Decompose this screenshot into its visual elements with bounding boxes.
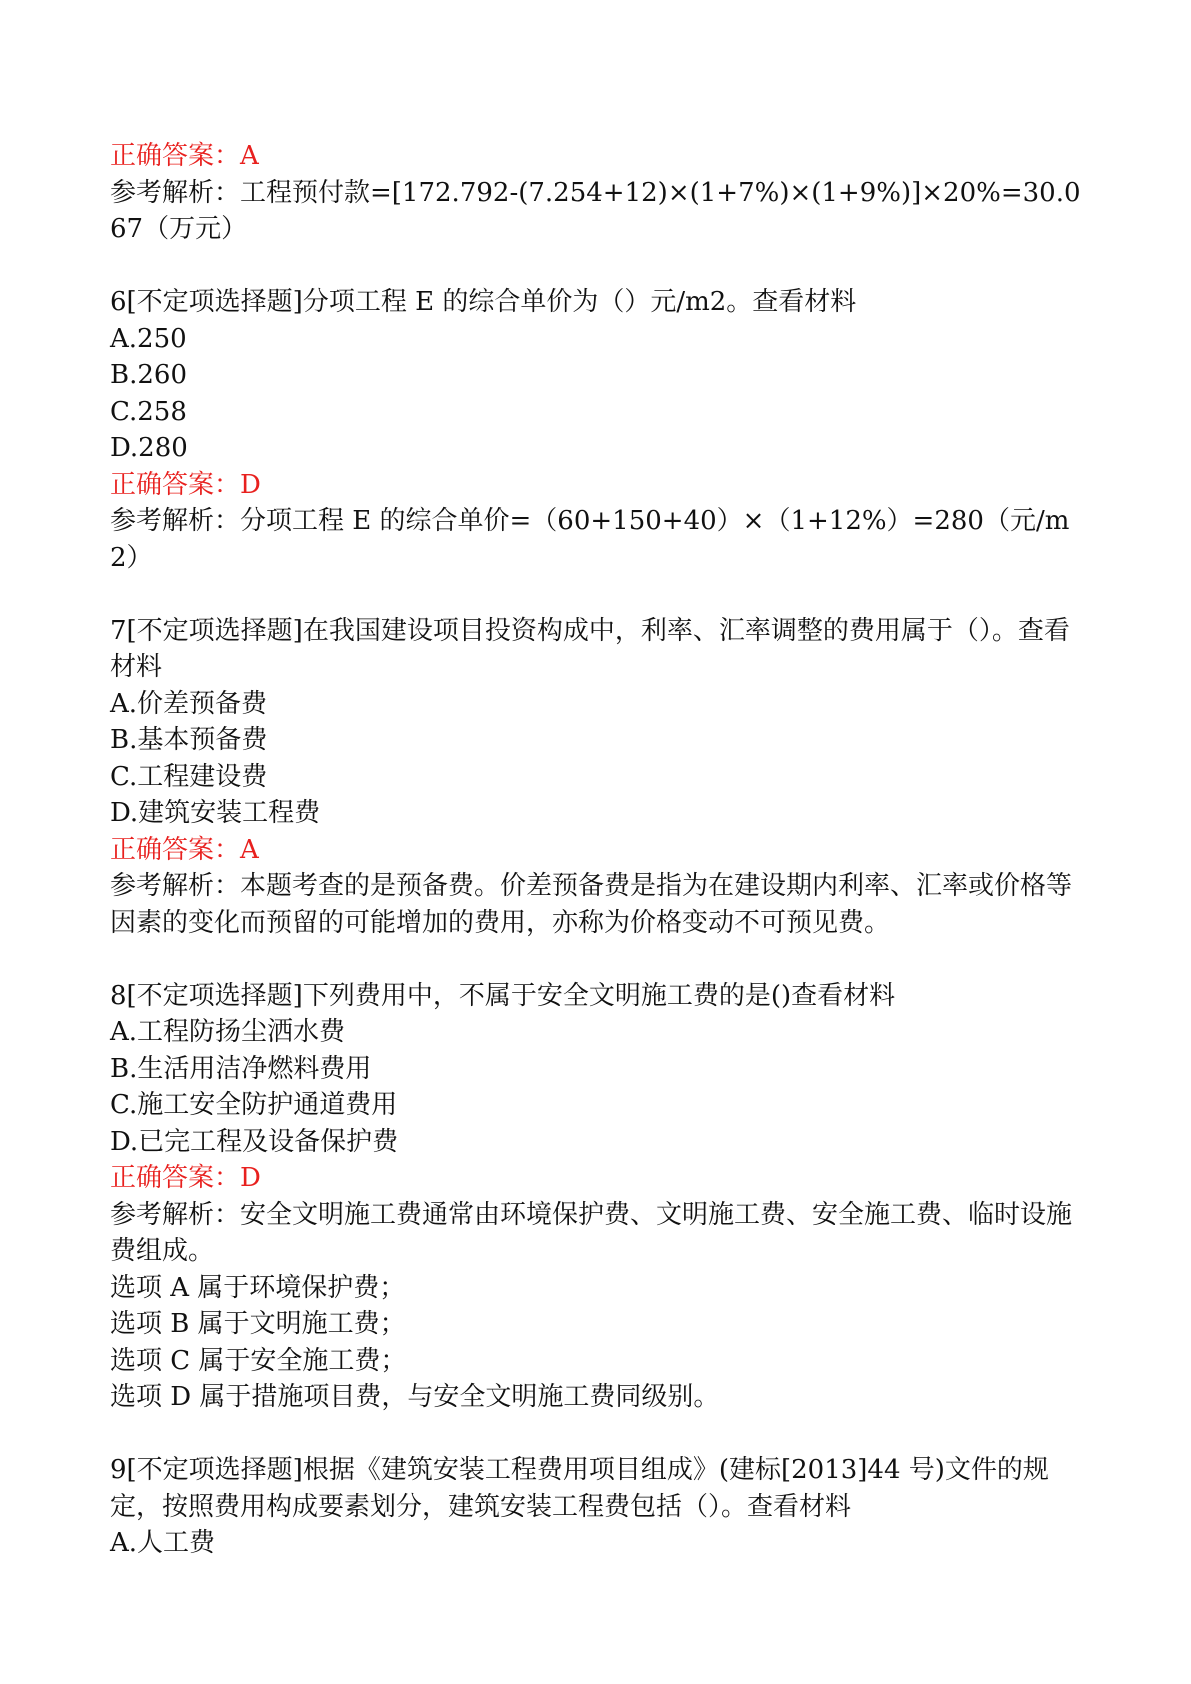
answer-analysis: 参考解析：本题考查的是预备费。价差预备费是指为在建设期内利率、汇率或价格等因素的变化而预留的可能增加的费用，亦称为价格变动不可预见费。 — [110, 871, 1073, 938]
question-block-7 — [110, 613, 1095, 942]
option-d: D.已完工程及设备保护费 — [110, 1126, 399, 1157]
option-a: A.价差预备费 — [110, 688, 268, 719]
option-d: D.280 — [110, 433, 188, 463]
question-text: 8[不定项选择题]下列费用中，不属于安全文明施工费的是()查看材料 — [110, 980, 896, 1011]
answer-analysis: 参考解析：工程预付款=[172.792-(7.254+12)×(1+7%)×(1+9%)]×20%=30.067（万元） — [110, 177, 1081, 244]
option-c: C.258 — [110, 396, 187, 427]
analysis-option-c: 选项 C 属于安全施工费； — [110, 1345, 407, 1376]
analysis-option-d: 选项 D 属于措施项目费，与安全文明施工费同级别。 — [110, 1382, 720, 1412]
analysis-option-b: 选项 B 属于文明施工费； — [110, 1309, 406, 1339]
answer-analysis: 参考解析：安全文明施工费通常由环境保护费、文明施工费、安全施工费、临时设施费组成。 — [110, 1199, 1073, 1266]
option-a: A.人工费 — [110, 1528, 216, 1558]
question-text: 6[不定项选择题]分项工程 E 的综合单价为（）元/m2。查看材料 — [110, 287, 857, 317]
option-b: B.基本预备费 — [110, 725, 268, 755]
analysis-option-a: 选项 A 属于环境保护费； — [110, 1272, 406, 1303]
question-block-5 — [110, 138, 1095, 248]
option-d: D.建筑安装工程费 — [110, 798, 321, 828]
question-block-6 — [110, 284, 1095, 576]
spacer — [110, 248, 1095, 285]
question-block-8 — [110, 978, 1095, 1416]
question-text: 7[不定项选择题]在我国建设项目投资构成中，利率、汇率调整的费用属于（）。查看材料 — [110, 615, 1070, 682]
option-b: B.260 — [110, 360, 187, 390]
question-block-9 — [110, 1452, 1095, 1562]
option-c: C.工程建设费 — [110, 761, 268, 792]
correct-answer: 正确答案：D — [110, 1163, 261, 1193]
question-text: 9[不定项选择题]根据《建筑安装工程费用项目组成》(建标[2013]44 号)文件的规定，按照费用构成要素划分，建筑安装工程费包括（）。查看材料 — [110, 1455, 1049, 1522]
page-content — [110, 138, 1095, 1562]
correct-answer: 正确答案：D — [110, 469, 261, 500]
answer-analysis: 参考解析：分项工程 E 的综合单价=（60+150+40）×（1+12%）=280（元/m2） — [110, 506, 1070, 573]
option-a: A.250 — [110, 323, 187, 354]
spacer — [110, 1416, 1095, 1453]
correct-answer: 正确答案：A — [110, 834, 259, 865]
spacer — [110, 576, 1095, 613]
option-c: C.施工安全防护通道费用 — [110, 1090, 398, 1120]
spacer — [110, 941, 1095, 978]
option-a: A.工程防扬尘洒水费 — [110, 1017, 346, 1047]
option-b: B.生活用洁净燃料费用 — [110, 1053, 372, 1084]
correct-answer: 正确答案：A — [110, 141, 259, 171]
